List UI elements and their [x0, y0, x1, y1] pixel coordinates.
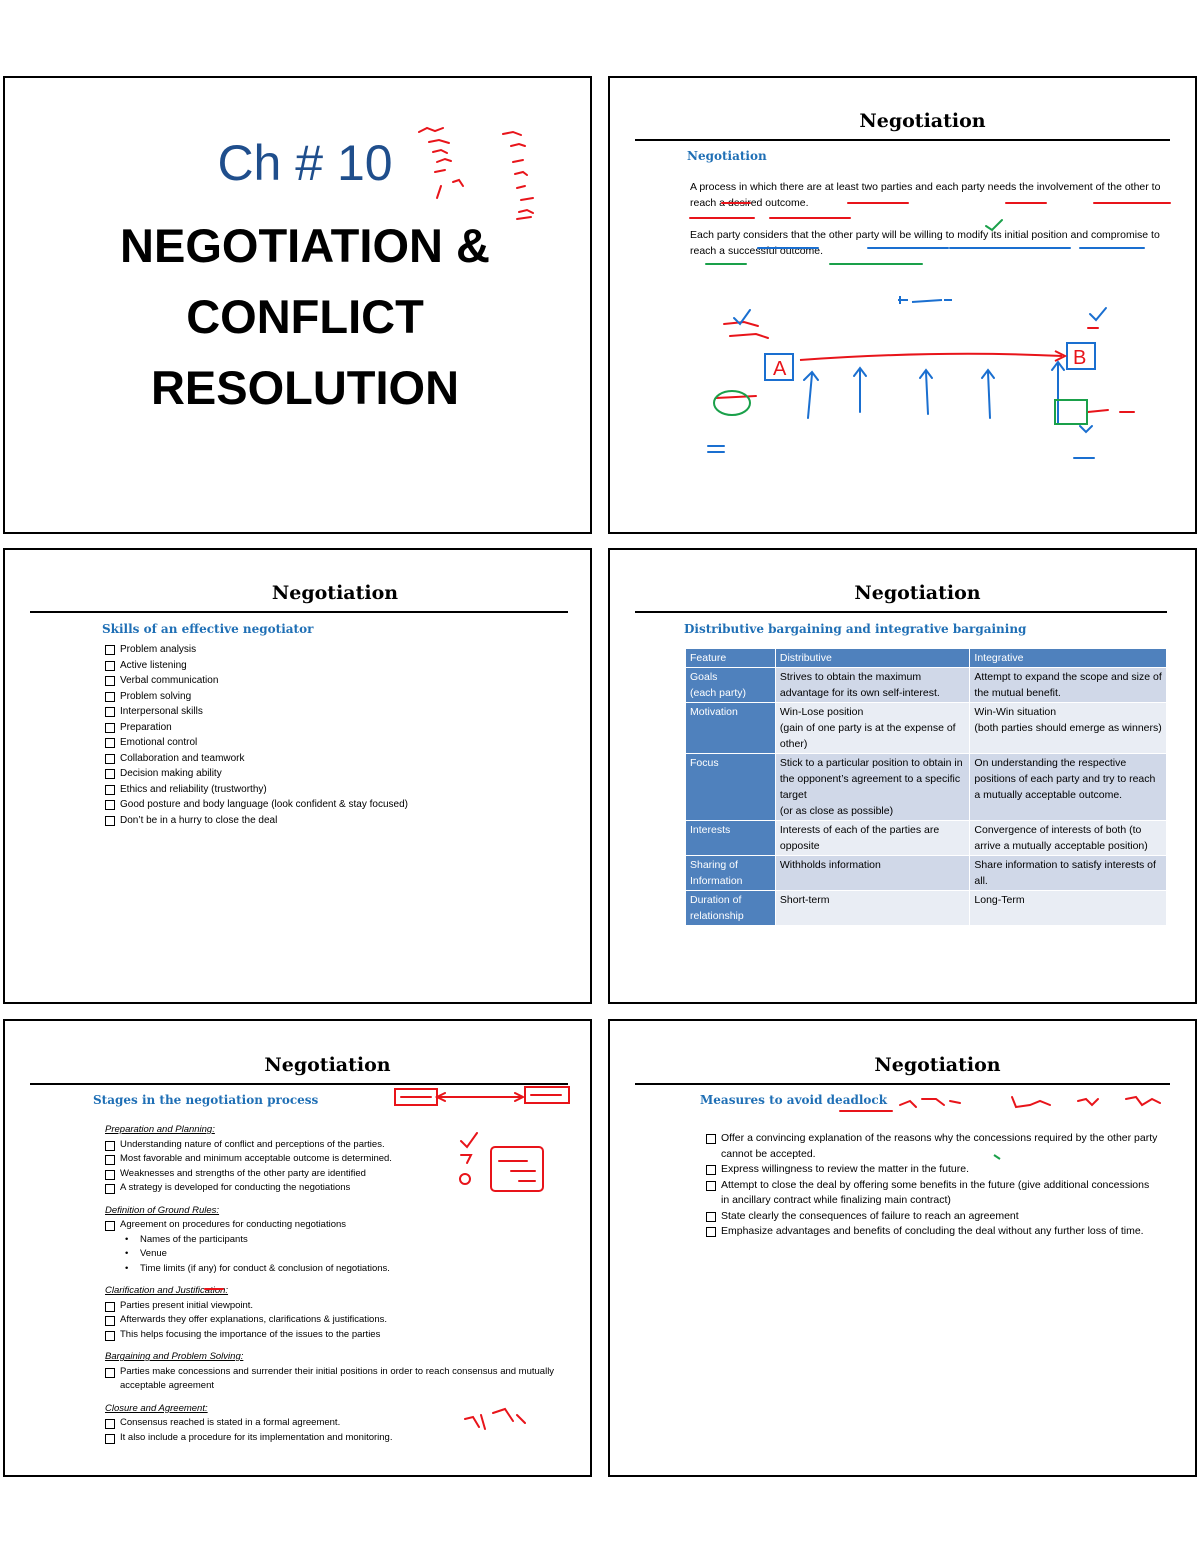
column-header: Feature: [686, 649, 776, 668]
chapter-number: Ch # 10: [217, 135, 393, 191]
list-item: Emphasize advantages and benefits of concluding the deal without any further loss of time.: [706, 1224, 1158, 1240]
list-item: State clearly the consequences of failure to reach an agreement: [706, 1209, 1158, 1225]
title-rule: [635, 611, 1167, 613]
list-item: Preparation: [105, 720, 565, 736]
slide-subtitle: Measures to avoid deadlock: [700, 1093, 888, 1107]
table-cell: Withholds information: [775, 856, 970, 891]
table-cell: Short-term: [775, 891, 970, 926]
comparison-table: [685, 648, 1167, 926]
list-item: Emotional control: [105, 735, 565, 751]
party-a-label: A: [773, 358, 787, 380]
highlight-box: [1055, 400, 1087, 424]
slide-negotiation-definition: [608, 76, 1197, 534]
list-item: • Names of the participants: [125, 1233, 565, 1248]
list-item: Agreement on procedures for conducting negotiations: [105, 1218, 565, 1233]
stage-heading: Preparation and Planning:: [105, 1124, 215, 1135]
list-item: Weaknesses and strengths of the other party are identified: [105, 1167, 565, 1182]
list-item: Offer a convincing explanation of the reasons why the concessions required by the other party cannot be accepted.: [706, 1131, 1158, 1162]
row-header: Interests: [686, 821, 776, 856]
stage-heading: Clarification and Justification:: [105, 1285, 229, 1296]
list-item: Understanding nature of conflict and perceptions of the parties.: [105, 1138, 565, 1153]
row-header: Motivation: [686, 703, 776, 754]
definition-paragraph: A process in which there are at least two parties and each party needs the involvement of the other to reach a desired outcome.: [690, 181, 1161, 209]
list-item: • Time limits (if any) for conduct & conclusion of negotiations.: [125, 1262, 565, 1277]
table-cell: Convergence of interests of both (to arrive a mutually acceptable position): [970, 821, 1167, 856]
column-header: Distributive: [775, 649, 970, 668]
table-cell: Win-Lose position (gain of one party is at the expense of other): [775, 703, 970, 754]
handwritten-notes: [5, 78, 592, 534]
slide-avoid-deadlock: [608, 1019, 1197, 1477]
slide-subtitle: Negotiation: [687, 149, 767, 163]
slide-bargaining-comparison: [608, 548, 1197, 1004]
list-item: Ethics and reliability (trustworthy): [105, 782, 565, 798]
list-item: This helps focusing the importance of the issues to the parties: [105, 1328, 565, 1343]
list-item: Decision making ability: [105, 766, 565, 782]
list-item: Problem analysis: [105, 642, 565, 658]
list-item: Verbal communication: [105, 673, 565, 689]
handwritten-diagram: [610, 78, 1197, 534]
list-item: Interpersonal skills: [105, 704, 565, 720]
row-header: Goals (each party): [686, 668, 776, 703]
slide-title: Negotiation: [271, 582, 399, 604]
stage-heading: Bargaining and Problem Solving:: [105, 1351, 244, 1362]
title-line: RESOLUTION: [150, 361, 460, 414]
highlight-circle: [714, 391, 750, 415]
slide-title: Negotiation: [859, 110, 986, 132]
table-row: [686, 703, 1167, 754]
row-header: Focus: [686, 754, 776, 821]
list-item: Good posture and body language (look confident & stay focused): [105, 797, 565, 813]
list-item: Problem solving: [105, 689, 565, 705]
table-row: [686, 668, 1167, 703]
table-cell: Win-Win situation (both parties should emerge as winners): [970, 703, 1167, 754]
list-item: • Venue: [125, 1247, 565, 1262]
row-header: Sharing of Information: [686, 856, 776, 891]
table-row: [686, 821, 1167, 856]
list-item: Active listening: [105, 658, 565, 674]
title-line: NEGOTIATION &: [120, 219, 490, 272]
list-item: Express willingness to review the matter in the future.: [706, 1162, 1158, 1178]
table-cell: Share information to satisfy interests of all.: [970, 856, 1167, 891]
slide-subtitle: Stages in the negotiation process: [93, 1093, 319, 1107]
table-cell: Strives to obtain the maximum advantage for its own self-interest.: [775, 668, 970, 703]
list-item: Don’t be in a hurry to close the deal: [105, 813, 565, 829]
list-item: Parties make concessions and surrender their initial positions in order to reach consensus and mutually acceptable agreement: [105, 1365, 565, 1394]
column-header: Integrative: [970, 649, 1167, 668]
list-item: A strategy is developed for conducting the negotiations: [105, 1181, 565, 1196]
list-item: Consensus reached is stated in a formal agreement.: [105, 1416, 565, 1431]
table-cell: On understanding the respective positions of each party and try to reach a mutually acceptable outcome.: [970, 754, 1167, 821]
handwritten-notes: [5, 1021, 592, 1477]
list-item: Most favorable and minimum acceptable outcome is determined.: [105, 1152, 565, 1167]
slide-negotiation-stages: [3, 1019, 592, 1477]
handwritten-notes: [610, 1021, 1197, 1477]
table-cell: Long-Term: [970, 891, 1167, 926]
slide-title: Negotiation: [874, 1054, 1001, 1076]
stage-heading: Closure and Agreement:: [105, 1402, 208, 1414]
list-item: Collaboration and teamwork: [105, 751, 565, 767]
slide-subtitle: Skills of an effective negotiator: [102, 622, 314, 636]
slide-subtitle: Distributive bargaining and integrative bargaining: [684, 622, 1027, 636]
list-item: Afterwards they offer explanations, clarifications & justifications.: [105, 1313, 565, 1328]
definition-paragraph: Each party considers that the other party will be willing to modify its initial position and compromise to reach a successful outcome.: [690, 229, 1160, 257]
list-item: Parties present initial viewpoint.: [105, 1299, 565, 1314]
skills-list: [105, 642, 565, 828]
slide-title: Negotiation: [264, 1054, 391, 1076]
row-header: Duration of relationship: [686, 891, 776, 926]
table-cell: Attempt to expand the scope and size of the mutual benefit.: [970, 668, 1167, 703]
title-line: CONFLICT: [186, 290, 424, 343]
slide-title: Negotiation: [854, 582, 981, 604]
table-row: [686, 891, 1167, 926]
table-row: [686, 856, 1167, 891]
table-row: [686, 754, 1167, 821]
table-cell: Interests of each of the parties are opposite: [775, 821, 970, 856]
list-item: It also include a procedure for its implementation and monitoring.: [105, 1431, 565, 1446]
slide-negotiator-skills: [3, 548, 592, 1004]
table-cell: Stick to a particular position to obtain in the opponent’s agreement to a specific target (or as close as possible): [775, 754, 970, 821]
list-item: Attempt to close the deal by offering some benefits in the future (give additional concessions in ancillary contract while finalizing main contract): [706, 1178, 1158, 1209]
title-rule: [30, 611, 568, 613]
party-b-label: B: [1073, 347, 1087, 369]
slide-title: [3, 76, 592, 534]
stage-heading: Definition of Ground Rules:: [105, 1204, 220, 1216]
